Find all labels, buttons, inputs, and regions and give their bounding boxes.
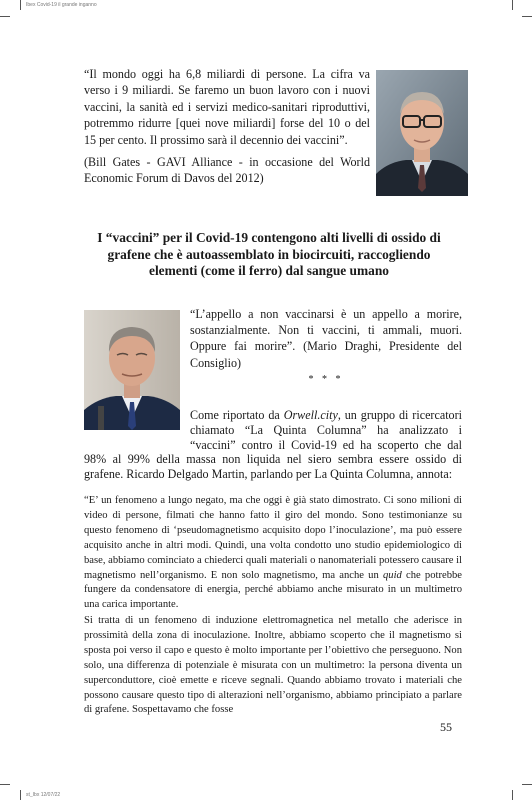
section-separator: * * * bbox=[308, 374, 344, 385]
quote-text: “Il mondo oggi ha 6,8 miliardi di persone. La cifra va verso i 9 miliardi. Se faremo un buon lavoro con i nuovi vaccini, la sanità ed i servizi medico-sanitari riproduttivi, potremmo ridurre [quei nove miliardi] forse del 10 o del 15 per cento. Il prossimo sarà il decennio dei vaccini”. bbox=[84, 67, 370, 147]
crop-mark bbox=[20, 0, 21, 10]
crop-mark bbox=[522, 784, 532, 785]
page-number: 55 bbox=[440, 720, 452, 734]
portrait-photo-gates bbox=[376, 70, 468, 196]
quote-attribution: (Bill Gates - GAVI Alliance - in occasione del World Economic Forum di Davos del 2012) bbox=[84, 155, 370, 186]
print-imprint: st_Ibx 12/07/22 bbox=[26, 792, 61, 798]
running-header: Ibex Covid-19 il grande inganno bbox=[26, 2, 97, 8]
crop-mark bbox=[522, 16, 532, 17]
crop-mark bbox=[0, 784, 10, 785]
crop-mark bbox=[512, 790, 513, 800]
photo-wrap-spacer bbox=[84, 408, 190, 438]
crop-mark bbox=[512, 0, 513, 10]
source-name: Orwell.city bbox=[283, 408, 338, 422]
quote-mario-draghi: “L’appello a non vaccinarsi è un appello a morire, sostanzialmente. Non ti vaccini, ti ammali, muori. Oppure fai morire”. (Mario Draghi, Presidente del Consiglio) bbox=[190, 307, 462, 370]
quoted-paragraph: “E’ un fenomeno a lungo negato, ma che oggi è già stato dimostrato. Ci sono milioni di video di persone, filmati che hanno fatto il giro del mondo. Sono testimonianze su questo fenomeno di ‘pseudomagnetismo acquisito dopo l’inoculazione’, ma può essere acquisito anche in altri modi. Quindi, una volta condotto uno studio epidemiologico di base, abbiamo cominciato a chiederci quali materiali o nanomateriali potessero causare il magnetismo nell’organismo. E non solo magnetismo, ma anche un quid che potrebbe fungere da condensatore di energia, perché abbiamo anche misurato in un multimetro una carica importante. bbox=[84, 495, 462, 611]
crop-mark bbox=[0, 16, 10, 17]
crop-mark bbox=[20, 790, 21, 800]
quote-bill-gates bbox=[84, 66, 370, 187]
body-paragraph-intro: Come riportato da Orwell.city, un gruppo di ricercatori chiamato “La Quinta Columna” ha analizzato i “vaccini” contro il Covid-19 ed ha scoperto che dal 98% al 99% della massa non liquida nel siero sembra essere ossido di grafene. Ricardo Delgado Martin, parlando per La Quinta Columna, annota: bbox=[84, 408, 462, 482]
section-headline: I “vaccini” per il Covid-19 contengono alti livelli di ossido di grafene che è autoassemblato in biocircuiti, raccogliendo elementi (come il ferro) dal sangue umano bbox=[97, 230, 441, 279]
body-paragraph: Si tratta di un fenomeno di induzione elettromagnetica nel metallo che aderisce in prossimità della zona di inoculazione. Inoltre, abbiamo scoperto che il magnetismo si sposta poi verso il capo e questo è molto importante per l’obiettivo che perseguono. Non solo, una differenza di potenziale è misurata con un multimetro: la persona diventa un superconduttore, cioè emette e riceve segnali. Quando abbiamo trovato i materiali che possono causare questo tipo di alterazioni nell’organismo, abbiamo principiato a parlare di grafene. Sospettavamo che fosse bbox=[84, 615, 462, 716]
